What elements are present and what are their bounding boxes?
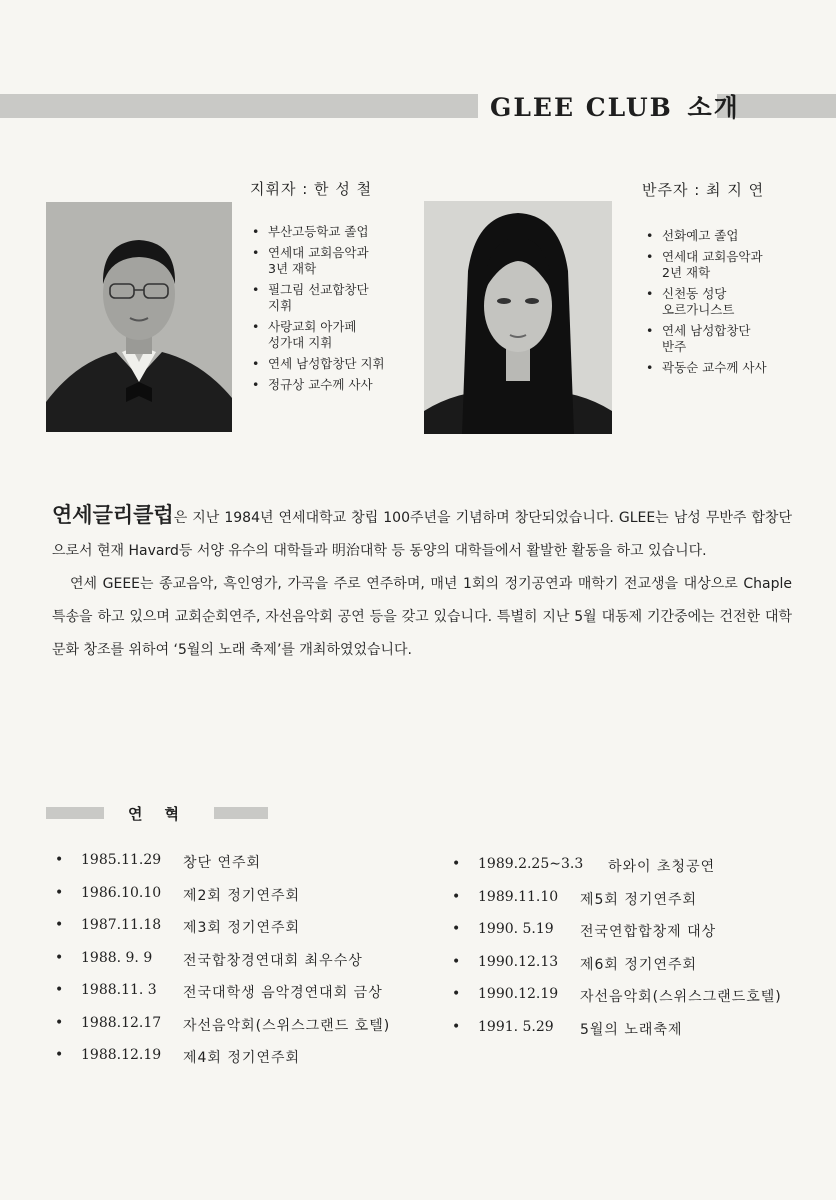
- accompanist-portrait-icon: [424, 201, 612, 434]
- intro-lead: 연세글리클럽: [52, 502, 174, 527]
- history-item: • 1986.10.10 제2회 정기연주회: [55, 884, 301, 904]
- page-title: [490, 88, 740, 124]
- history-item: • 1988.11. 3 전국대학생 음악경연대회 금상: [55, 982, 383, 1001]
- bio-item: • 사랑교회 아가페 성가대 지휘: [252, 319, 422, 351]
- bio-item: • 신천동 성당 오르가니스트: [646, 286, 826, 318]
- bio-item: • 정규상 교수께 사사: [252, 377, 422, 393]
- bio-item: • 연세 남성합창단 반주: [646, 323, 826, 355]
- history-item: • 1989.2.25∼3.3 하와이 초청공연: [452, 856, 716, 875]
- conductor-role: 지휘자 : 한 성 철: [250, 180, 373, 198]
- history-item: • 1991. 5.29 5월의 노래축제: [452, 1018, 683, 1038]
- bio-item: • 연세대 교회음악과 2년 재학: [646, 249, 826, 281]
- bio-item: • 연세대 교회음악과 3년 재학: [252, 245, 422, 277]
- intro-paragraph-1: [52, 498, 792, 568]
- history-item: • 1988.12.19 제4회 정기연주회: [55, 1047, 301, 1066]
- page-title-en: GLEE CLUB: [490, 93, 673, 122]
- bio-item: • 필그림 선교합창단 지휘: [252, 282, 422, 314]
- history-band-left: [46, 807, 104, 819]
- history-band-right: [214, 807, 268, 819]
- history-list-right: [452, 856, 812, 1051]
- page-title-ko: 소개: [687, 93, 740, 122]
- header-band-left: [0, 94, 478, 118]
- club-introduction: [52, 498, 792, 667]
- bio-item: • 연세 남성합창단 지휘: [252, 356, 422, 372]
- history-item: • 1987.11.18 제3회 정기연주회: [55, 917, 301, 936]
- accompanist-bio-list: [646, 228, 826, 381]
- history-list-left: [55, 852, 435, 1080]
- history-title: 연혁: [128, 805, 201, 823]
- history-item: • 1988. 9. 9 전국합창경연대회 최우수상: [55, 949, 363, 969]
- history-item: • 1990.12.13 제6회 정기연주회: [452, 953, 698, 973]
- history-item: • 1985.11.29 창단 연주회: [55, 852, 262, 871]
- bio-item: • 곽동순 교수께 사사: [646, 360, 826, 376]
- intro-paragraph-2: 연세 GEEE는 종교음악, 흑인영가, 가곡을 주로 연주하며, 매년 1회의 정기공연과 매학기 전교생을 대상으로 Chaple 특송을 하고 있으며 교회순회연주, 자선음악회 공연 등을 갖고 있습니다. 특별히 지난 5월 대동제 기간중에는 건전한 대학문화 창조를 위하여 ‘5월의 노래 축제’를 개최하였었습니다.: [52, 576, 792, 658]
- history-item: • 1990. 5.19 전국연합합창제 대상: [452, 921, 717, 940]
- history-item: • 1988.12.17 자선음악회(스위스그랜드 호텔): [55, 1014, 391, 1034]
- conductor-portrait-icon: [46, 202, 232, 432]
- conductor-bio-list: [252, 224, 422, 398]
- intro-text-1: 은 지난 1984년 연세대학교 창립 100주년을 기념하며 창단되었습니다. GLEE는 남성 무반주 합창단으로서 현재 Havard등 서양 유수의 대학들과 明治대학 등 동양의 대학들에서 활발한 활동을 하고 있습니다.: [52, 510, 792, 559]
- history-item: • 1990.12.19 자선음악회(스위스그랜드호텔): [452, 986, 782, 1005]
- bio-item: • 선화예고 졸업: [646, 228, 826, 244]
- accompanist-role: 반주자 : 최 지 연: [642, 181, 765, 199]
- bio-item: • 부산고등학교 졸업: [252, 224, 422, 240]
- history-item: • 1989.11.10 제5회 정기연주회: [452, 888, 698, 908]
